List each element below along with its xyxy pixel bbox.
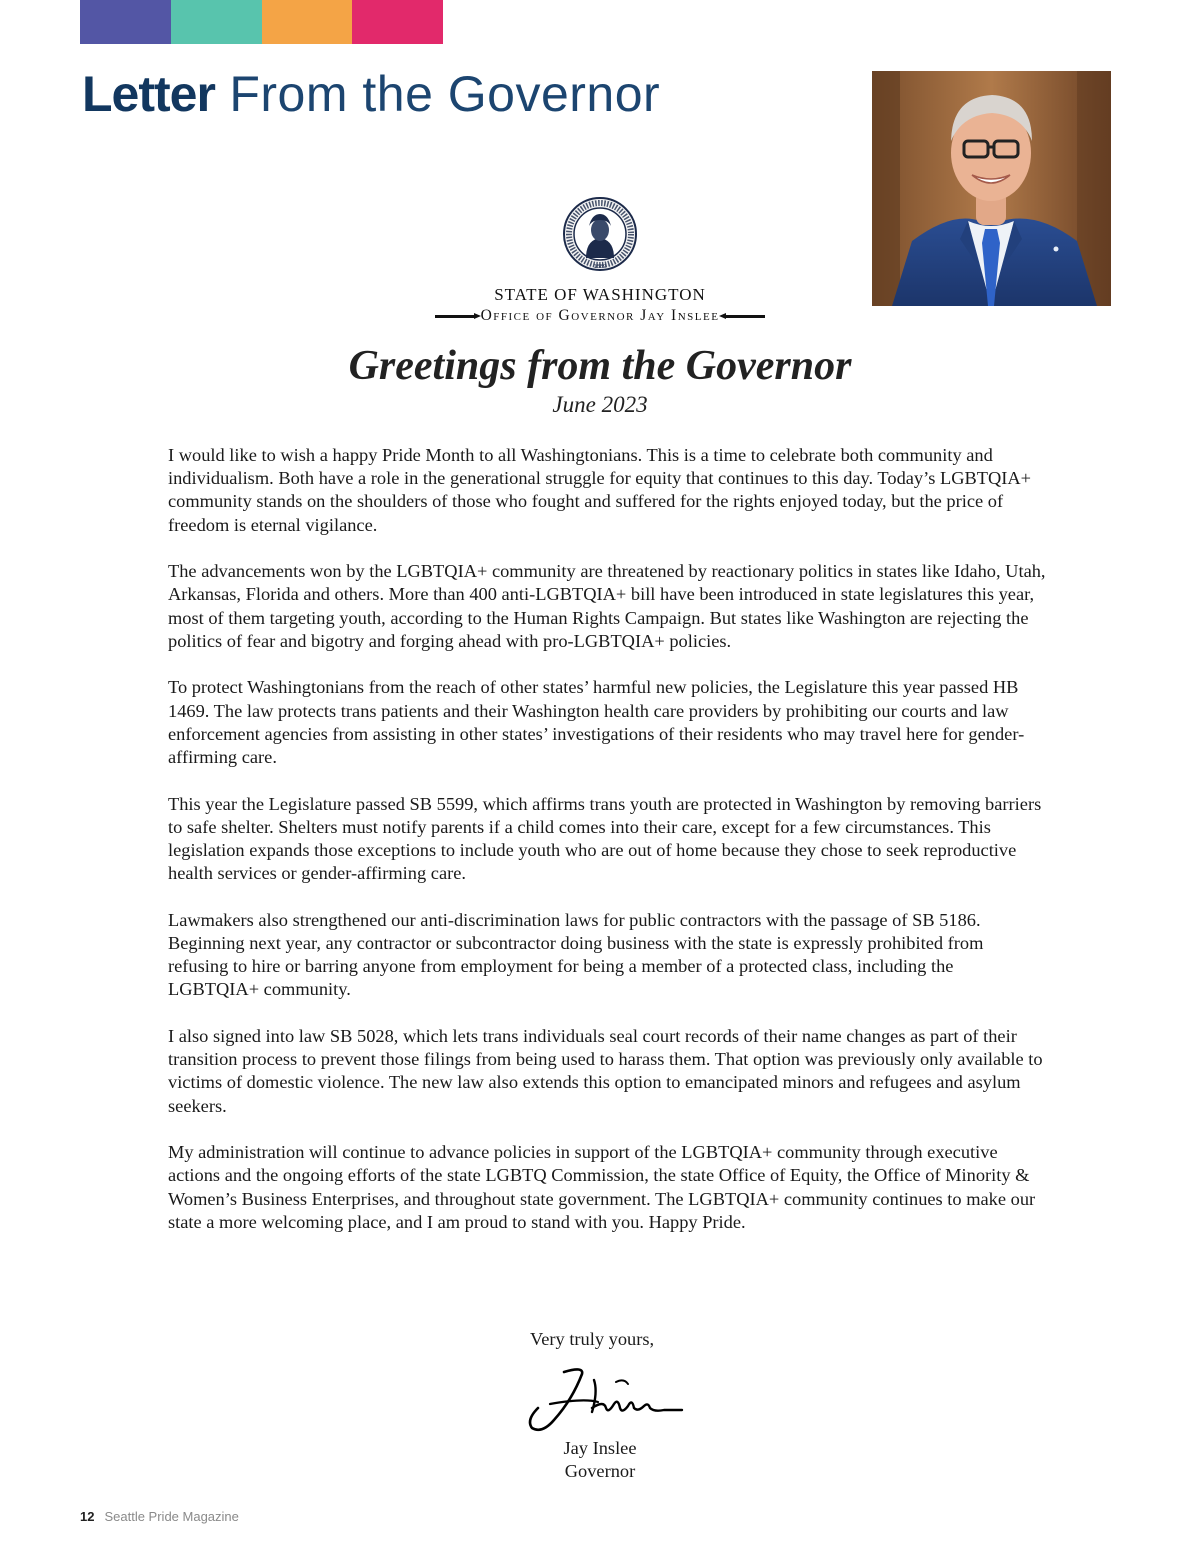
paragraph: To protect Washingtonians from the reach of other states’ harmful new policies, the Legislature this year passed HB 1469. The law protects trans patients and their Washington health care providers by prohibiting our courts and law enforcement agencies from assisting in other states’ investigations of their residents who may travel here for gender-affirming care. [168,677,1025,768]
color-block-orange [262,0,353,44]
page-number: 12 [80,1509,95,1524]
governor-portrait [872,71,1111,306]
letter-heading: Greetings from the Governor [348,343,852,389]
letter-closing: Very truly yours, [530,1329,655,1349]
page-footer [80,1509,239,1524]
color-block-pink [352,0,443,44]
signer-title: Governor [564,1461,636,1481]
letterhead-office [0,307,1200,325]
paragraph: Lawmakers also strengthened our anti-discrimination laws for public contractors with the passage of SB 5186. Beginning next year, any contractor or subcontractor doing business with the state is expressly prohibited from refusing to hire or barring anyone from employment for being a member of a protected class, including the LGBTQIA+ community. [168,909,984,1000]
publication-name: Seattle Pride Magazine [104,1509,239,1524]
washington-state-seal [562,196,638,272]
paragraph: My administration will continue to advance policies in support of the LGBTQIA+ community through executive actions and the ongoing efforts of the state LGBTQ Commission, the state Office of Equity, the Office of Minority & Women’s Business Enterprises, and throughout state government. The LGBTQIA+ community continues to make our state a more welcoming place, and I am proud to stand with you. Happy Pride. [168,1142,1036,1232]
paragraph: I would like to wish a happy Pride Month to all Washingtonians. This is a time to celebrate both community and individualism. Both have a role in the generational struggle for equity that continues to this day. Today’s LGBTQIA+ community stands on the shoulders of those who fought and suffered for the rights enjoyed today, but the price of freedom is eternal vigilance. [168,445,1032,535]
color-block-purple [80,0,171,44]
handwritten-signature [524,1364,686,1444]
svg-text:1889: 1889 [593,264,607,270]
letter-date: June 2023 [552,392,648,417]
letter-body [168,444,1048,1257]
signer-name: Jay Inslee [563,1438,637,1458]
page-title-bold: Letter [82,66,215,122]
paragraph: The advancements won by the LGBTQIA+ community are threatened by reactionary politics in states like Idaho, Utah, Arkansas, Florida and others. More than 400 anti-LGBTQIA+ bill have been introduced in state legislatures this year, most of them targeting youth, according to the Human Rights Campaign. But states like Washington are rejecting the politics of fear and bigotry and forging ahead with pro-LGBTQIA+ policies. [168,561,1046,651]
letterhead-rule-right [725,315,765,318]
page-title [82,62,660,126]
brand-color-bar [80,0,443,44]
letterhead-office-text: Office of Governor Jay Inslee [480,307,720,324]
letterhead-rule-left [435,315,475,318]
letterhead-state: STATE OF WASHINGTON [494,285,706,304]
page-title-light: From the Governor [229,66,661,122]
paragraph: This year the Legislature passed SB 5599, which affirms trans youth are protected in Washington by removing barriers to safe shelter. Shelters must notify parents if a child comes into their care, except for a few circumstances. This legislation expands those exceptions to include youth who are out of home because they chose to seek reproductive health services or gender-affirming care. [168,793,1042,884]
paragraph: I also signed into law SB 5028, which lets trans individuals seal court records of their name changes as part of their transition process to prevent those filings from being used to harass them. That option was previously only available to victims of domestic violence. The new law also extends this option to emancipated minors and refugees and asylum seekers. [168,1026,1043,1116]
color-block-teal [171,0,262,44]
